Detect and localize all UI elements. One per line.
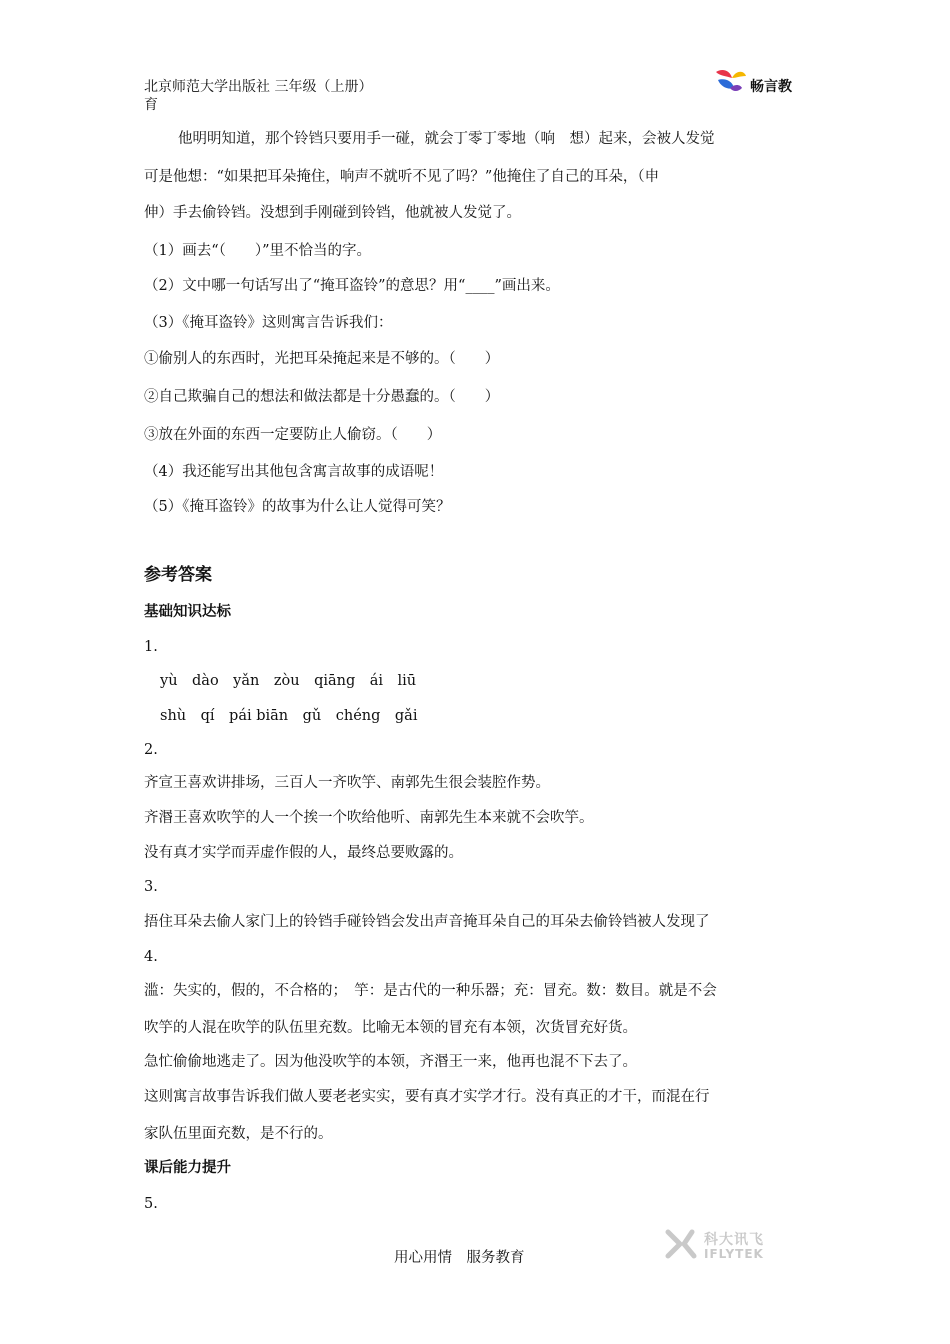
question-5: （5）《掩耳盗铃》的故事为什么让人觉得可笑？: [144, 499, 451, 515]
answers-title: 参考答案: [144, 565, 212, 585]
answer-4-line-2: 吹竽的人混在吹竽的队伍里充数。比喻无本领的冒充有本领，次货冒充好货。: [144, 1020, 637, 1036]
answer-3-number: 3.: [144, 879, 158, 895]
publisher-line: 北京师范大学出版社 三年级（上册）: [144, 79, 373, 95]
brand-name: 畅言教: [750, 79, 792, 95]
answer-1-number: 1.: [144, 639, 158, 655]
answer-1-pinyin-row-2: shù qí pái biān gǔ chéng gǎi: [160, 708, 418, 724]
question-1: （1）画去“（ ）”里不恰当的字。: [144, 243, 372, 259]
answer-2-number: 2.: [144, 742, 158, 758]
iflytek-logo-icon: [664, 1228, 700, 1260]
answer-2-line-1: 齐宣王喜欢讲排场，三百人一齐吹竽、南郭先生很会装腔作势。: [144, 775, 550, 791]
answer-2-line-3: 没有真才实学而弄虚作假的人，最终总要败露的。: [144, 845, 463, 861]
answer-4-line-5: 家队伍里面充数，是不行的。: [144, 1126, 333, 1142]
answer-4-line-3: 急忙偷偷地逃走了。因为他没吹竽的本领，齐湣王一来，他再也混不下去了。: [144, 1054, 637, 1070]
passage-line-2: 可是他想：“如果把耳朵掩住，响声不就听不见了吗？”他掩住了自己的耳朵，（申: [144, 169, 660, 185]
publisher-wrap: 育: [144, 97, 158, 113]
answer-5-number: 5.: [144, 1196, 158, 1212]
iflytek-watermark-cn: 科大讯飞: [704, 1232, 764, 1248]
question-3: （3）《掩耳盗铃》这则寓言告诉我们：: [144, 315, 393, 331]
question-3-option-1: ①偷别人的东西时，光把耳朵掩起来是不够的。（ ）: [144, 351, 500, 367]
answer-4-line-1: 滥：失实的，假的，不合格的； 竽：是古代的一种乐器；充：冒充。数：数目。就是不会: [144, 983, 717, 999]
passage-line-3: 伸）手去偷铃铛。没想到手刚碰到铃铛，他就被人发觉了。: [144, 205, 521, 221]
footer-slogan: 用心用情 服务教育: [394, 1250, 525, 1266]
question-2: （2）文中哪一句话写出了“掩耳盗铃”的意思？用“____”画出来。: [144, 278, 560, 294]
question-3-option-2: ②自己欺骗自己的想法和做法都是十分愚蠢的。（ ）: [144, 389, 500, 405]
answer-4-number: 4.: [144, 949, 158, 965]
section-basic-title: 基础知识达标: [144, 604, 231, 620]
section-advanced-title: 课后能力提升: [144, 1160, 231, 1176]
answer-3-line-1: 捂住耳朵去偷人家门上的铃铛手碰铃铛会发出声音掩耳朵自己的耳朵去偷铃铛被人发现了: [144, 914, 710, 930]
brand-logo-icon: [712, 66, 748, 96]
question-3-option-3: ③放在外面的东西一定要防止人偷窃。（ ）: [144, 427, 442, 443]
passage-line-1: 他明明知道，那个铃铛只要用手一碰，就会丁零丁零地（响 想）起来，会被人发觉: [178, 131, 715, 147]
answer-2-line-2: 齐湣王喜欢吹竽的人一个挨一个吹给他听、南郭先生本来就不会吹竽。: [144, 810, 594, 826]
question-4: （4）我还能写出其他包含寓言故事的成语呢！: [144, 464, 444, 480]
answer-4-line-4: 这则寓言故事告诉我们做人要老老实实，要有真才实学才行。没有真正的才干，而混在行: [144, 1089, 710, 1105]
answer-1-pinyin-row-1: yù dào yǎn zòu qiāng ái liū: [160, 673, 417, 689]
iflytek-watermark-en: IFLYTEK: [704, 1247, 764, 1261]
